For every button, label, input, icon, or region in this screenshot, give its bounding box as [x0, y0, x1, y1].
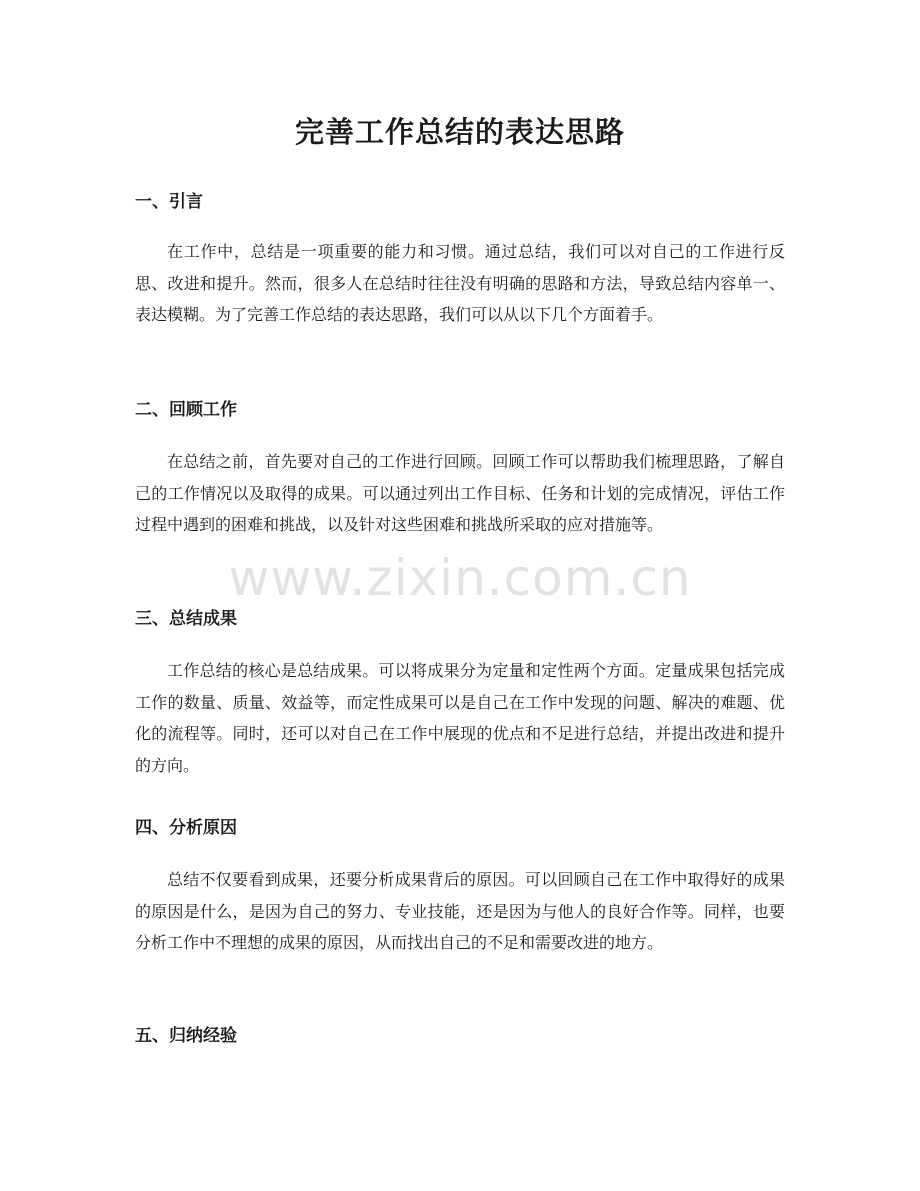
- section-paragraph-analysis: 总结不仅要看到成果，还要分析成果背后的原因。可以回顾自己在工作中取得好的成果的原因是什么，是因为自己的努力、专业技能，还是因为与他人的良好合作等。同样，也要分析工作中不理想的成果的原因，从而找出自己的不足和需要改进的地方。: [135, 870, 785, 952]
- section-heading-intro: 一、引言: [135, 192, 203, 212]
- section-heading-experience: 五、归纳经验: [135, 1026, 237, 1046]
- document-title: 完善工作总结的表达思路: [294, 115, 625, 149]
- section-heading-review: 二、回顾工作: [135, 400, 237, 420]
- section-heading-analysis: 四、分析原因: [135, 818, 237, 838]
- watermark-text: www.zixin.com.cn: [228, 549, 692, 607]
- section-paragraph-review: 在总结之前，首先要对自己的工作进行回顾。回顾工作可以帮助我们梳理思路，了解自己的工作情况以及取得的成果。可以通过列出工作目标、任务和计划的完成情况，评估工作过程中遇到的困难和挑战，以及针对这些困难和挑战所采取的应对措施等。: [135, 452, 785, 534]
- section-paragraph-results: 工作总结的核心是总结成果。可以将成果分为定量和定性两个方面。定量成果包括完成工作的数量、质量、效益等，而定性成果可以是自己在工作中发现的问题、解决的难题、优化的流程等。同时，还可以对自己在工作中展现的优点和不足进行总结，并提出改进和提升的方向。: [135, 661, 785, 775]
- section-paragraph-intro: 在工作中，总结是一项重要的能力和习惯。通过总结，我们可以对自己的工作进行反思、改进和提升。然而，很多人在总结时往往没有明确的思路和方法，导致总结内容单一、表达模糊。为了完善工作总结的表达思路，我们可以从以下几个方面着手。: [135, 242, 785, 324]
- section-heading-results: 三、总结成果: [135, 609, 237, 629]
